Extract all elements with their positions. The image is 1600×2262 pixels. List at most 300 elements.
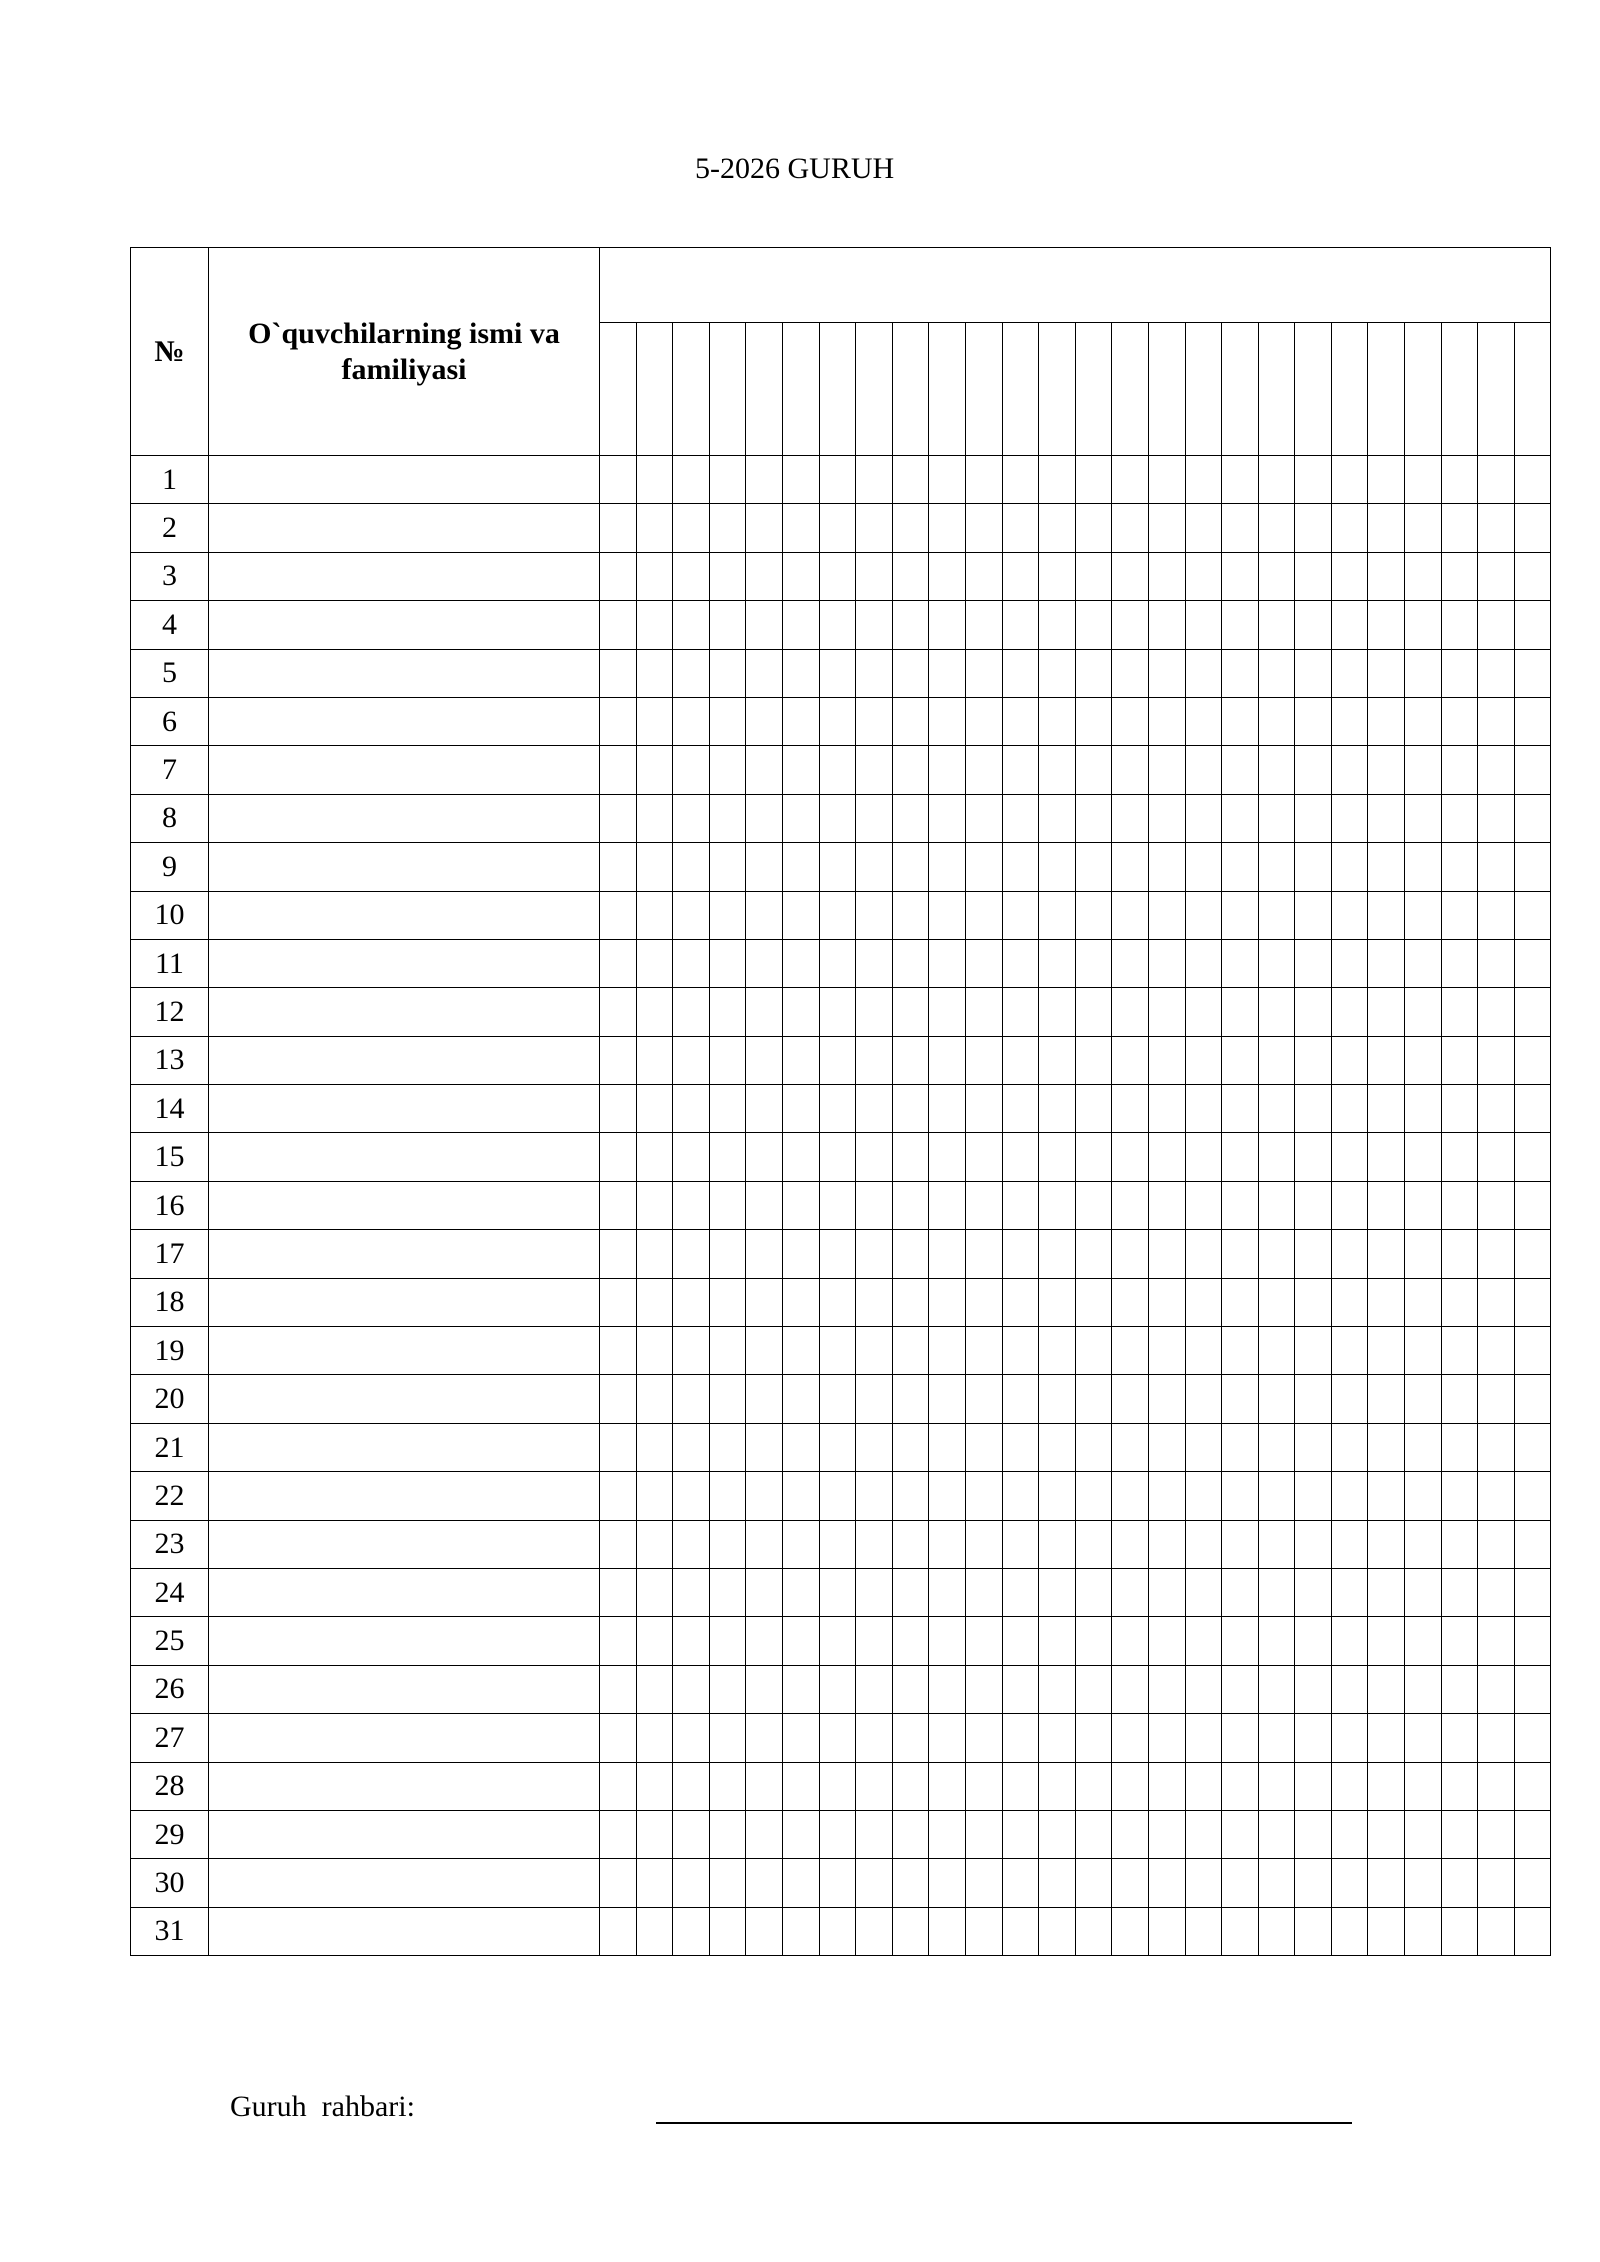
attendance-cell[interactable] [929, 1181, 966, 1229]
attendance-cell[interactable] [1039, 1665, 1076, 1713]
attendance-cell[interactable] [819, 1278, 856, 1326]
attendance-cell[interactable] [1441, 1907, 1478, 1955]
attendance-cell[interactable] [856, 1230, 893, 1278]
attendance-cell[interactable] [636, 746, 673, 794]
attendance-cell[interactable] [1075, 1907, 1112, 1955]
attendance-cell[interactable] [1222, 891, 1259, 939]
attendance-cell[interactable] [819, 891, 856, 939]
attendance-cell[interactable] [1478, 1133, 1515, 1181]
attendance-cell[interactable] [1405, 843, 1442, 891]
attendance-cell[interactable] [1002, 746, 1039, 794]
attendance-cell[interactable] [1295, 1472, 1332, 1520]
attendance-cell[interactable] [965, 504, 1002, 552]
attendance-cell[interactable] [1039, 1278, 1076, 1326]
attendance-cell[interactable] [856, 1617, 893, 1665]
attendance-cell[interactable] [965, 1762, 1002, 1810]
attendance-cell[interactable] [1441, 1278, 1478, 1326]
attendance-cell[interactable] [1295, 552, 1332, 600]
attendance-cell[interactable] [1514, 1907, 1551, 1955]
attendance-cell[interactable] [892, 649, 929, 697]
attendance-cell[interactable] [673, 1859, 710, 1907]
attendance-cell[interactable] [965, 697, 1002, 745]
attendance-cell[interactable] [1075, 1327, 1112, 1375]
attendance-cell[interactable] [1185, 1036, 1222, 1084]
attendance-cell[interactable] [673, 1423, 710, 1471]
attendance-cell[interactable] [746, 1278, 783, 1326]
attendance-cell[interactable] [1478, 1617, 1515, 1665]
attendance-cell[interactable] [746, 891, 783, 939]
attendance-cell[interactable] [1478, 552, 1515, 600]
attendance-cell[interactable] [636, 1036, 673, 1084]
attendance-cell[interactable] [1039, 1375, 1076, 1423]
student-name-cell[interactable] [209, 1859, 600, 1907]
attendance-cell[interactable] [673, 1085, 710, 1133]
attendance-cell[interactable] [746, 1617, 783, 1665]
attendance-cell[interactable] [709, 1617, 746, 1665]
attendance-cell[interactable] [929, 649, 966, 697]
attendance-cell[interactable] [709, 746, 746, 794]
attendance-cell[interactable] [1185, 891, 1222, 939]
attendance-cell[interactable] [1112, 601, 1149, 649]
attendance-cell[interactable] [1002, 939, 1039, 987]
attendance-cell[interactable] [1514, 601, 1551, 649]
attendance-cell[interactable] [1258, 1568, 1295, 1616]
student-name-cell[interactable] [209, 794, 600, 842]
attendance-cell[interactable] [1185, 988, 1222, 1036]
attendance-cell[interactable] [1405, 601, 1442, 649]
attendance-cell[interactable] [965, 1036, 1002, 1084]
attendance-cell[interactable] [892, 697, 929, 745]
attendance-cell[interactable] [673, 794, 710, 842]
attendance-cell[interactable] [1478, 1423, 1515, 1471]
attendance-cell[interactable] [1368, 552, 1405, 600]
attendance-cell[interactable] [1112, 1181, 1149, 1229]
attendance-cell[interactable] [673, 1810, 710, 1858]
attendance-cell[interactable] [1441, 988, 1478, 1036]
attendance-cell[interactable] [1185, 1327, 1222, 1375]
attendance-cell[interactable] [636, 1617, 673, 1665]
attendance-cell[interactable] [1075, 1423, 1112, 1471]
attendance-cell[interactable] [1295, 1085, 1332, 1133]
attendance-cell[interactable] [819, 1230, 856, 1278]
attendance-cell[interactable] [856, 601, 893, 649]
attendance-cell[interactable] [929, 1278, 966, 1326]
attendance-cell[interactable] [1039, 1568, 1076, 1616]
attendance-cell[interactable] [1039, 649, 1076, 697]
attendance-cell[interactable] [1075, 1859, 1112, 1907]
attendance-cell[interactable] [1331, 1665, 1368, 1713]
attendance-cell[interactable] [1002, 1859, 1039, 1907]
attendance-cell[interactable] [1441, 456, 1478, 504]
attendance-cell[interactable] [1405, 1375, 1442, 1423]
attendance-cell[interactable] [1368, 1520, 1405, 1568]
attendance-cell[interactable] [1478, 1520, 1515, 1568]
attendance-cell[interactable] [1148, 1520, 1185, 1568]
attendance-cell[interactable] [1039, 843, 1076, 891]
attendance-cell[interactable] [709, 649, 746, 697]
attendance-cell[interactable] [636, 1423, 673, 1471]
attendance-cell[interactable] [600, 1568, 637, 1616]
attendance-cell[interactable] [1478, 939, 1515, 987]
attendance-cell[interactable] [1148, 1375, 1185, 1423]
attendance-cell[interactable] [600, 1472, 637, 1520]
attendance-cell[interactable] [1295, 697, 1332, 745]
attendance-cell[interactable] [819, 1133, 856, 1181]
attendance-cell[interactable] [856, 794, 893, 842]
attendance-cell[interactable] [1405, 1714, 1442, 1762]
attendance-cell[interactable] [709, 1036, 746, 1084]
attendance-cell[interactable] [1075, 1810, 1112, 1858]
attendance-cell[interactable] [600, 1133, 637, 1181]
attendance-cell[interactable] [929, 1230, 966, 1278]
attendance-cell[interactable] [1112, 697, 1149, 745]
attendance-cell[interactable] [965, 601, 1002, 649]
attendance-cell[interactable] [1331, 1133, 1368, 1181]
attendance-cell[interactable] [856, 649, 893, 697]
attendance-cell[interactable] [1112, 1617, 1149, 1665]
attendance-cell[interactable] [1258, 746, 1295, 794]
attendance-cell[interactable] [1295, 1665, 1332, 1713]
attendance-cell[interactable] [1295, 843, 1332, 891]
attendance-cell[interactable] [1368, 1423, 1405, 1471]
attendance-cell[interactable] [1112, 1762, 1149, 1810]
attendance-cell[interactable] [746, 1181, 783, 1229]
attendance-cell[interactable] [1478, 843, 1515, 891]
attendance-cell[interactable] [1148, 1907, 1185, 1955]
attendance-cell[interactable] [782, 1085, 819, 1133]
attendance-cell[interactable] [636, 649, 673, 697]
attendance-cell[interactable] [1185, 1423, 1222, 1471]
student-name-cell[interactable] [209, 1133, 600, 1181]
attendance-cell[interactable] [1002, 552, 1039, 600]
attendance-cell[interactable] [1222, 552, 1259, 600]
attendance-cell[interactable] [1222, 1423, 1259, 1471]
attendance-cell[interactable] [1039, 601, 1076, 649]
attendance-cell[interactable] [1368, 697, 1405, 745]
attendance-cell[interactable] [965, 1278, 1002, 1326]
attendance-cell[interactable] [1185, 1181, 1222, 1229]
attendance-cell[interactable] [1258, 1907, 1295, 1955]
attendance-cell[interactable] [819, 988, 856, 1036]
attendance-cell[interactable] [1039, 1036, 1076, 1084]
attendance-cell[interactable] [782, 843, 819, 891]
attendance-cell[interactable] [1002, 601, 1039, 649]
attendance-cell[interactable] [636, 843, 673, 891]
attendance-cell[interactable] [1258, 939, 1295, 987]
attendance-cell[interactable] [709, 1568, 746, 1616]
attendance-cell[interactable] [1478, 601, 1515, 649]
attendance-cell[interactable] [1222, 1327, 1259, 1375]
attendance-cell[interactable] [1222, 504, 1259, 552]
attendance-cell[interactable] [1368, 1617, 1405, 1665]
student-name-cell[interactable] [209, 1181, 600, 1229]
attendance-cell[interactable] [1002, 891, 1039, 939]
student-name-cell[interactable] [209, 697, 600, 745]
attendance-cell[interactable] [1368, 1375, 1405, 1423]
attendance-cell[interactable] [929, 1665, 966, 1713]
attendance-cell[interactable] [1295, 746, 1332, 794]
attendance-cell[interactable] [965, 1568, 1002, 1616]
attendance-cell[interactable] [636, 1133, 673, 1181]
attendance-cell[interactable] [819, 1181, 856, 1229]
attendance-cell[interactable] [709, 1907, 746, 1955]
attendance-cell[interactable] [636, 1568, 673, 1616]
attendance-cell[interactable] [1148, 1859, 1185, 1907]
attendance-cell[interactable] [1112, 988, 1149, 1036]
attendance-cell[interactable] [1295, 1230, 1332, 1278]
attendance-cell[interactable] [673, 1568, 710, 1616]
attendance-cell[interactable] [1002, 1085, 1039, 1133]
attendance-cell[interactable] [819, 601, 856, 649]
student-name-cell[interactable] [209, 1036, 600, 1084]
attendance-cell[interactable] [746, 1423, 783, 1471]
attendance-cell[interactable] [746, 504, 783, 552]
attendance-cell[interactable] [1478, 456, 1515, 504]
attendance-cell[interactable] [1002, 1810, 1039, 1858]
attendance-cell[interactable] [1405, 697, 1442, 745]
attendance-cell[interactable] [709, 891, 746, 939]
attendance-cell[interactable] [856, 1665, 893, 1713]
attendance-cell[interactable] [1222, 1181, 1259, 1229]
attendance-cell[interactable] [892, 1423, 929, 1471]
attendance-cell[interactable] [1514, 1375, 1551, 1423]
attendance-cell[interactable] [1148, 601, 1185, 649]
attendance-cell[interactable] [1112, 1714, 1149, 1762]
attendance-cell[interactable] [1222, 697, 1259, 745]
attendance-cell[interactable] [1112, 1133, 1149, 1181]
attendance-cell[interactable] [673, 1472, 710, 1520]
attendance-cell[interactable] [782, 1859, 819, 1907]
attendance-cell[interactable] [1258, 1278, 1295, 1326]
attendance-cell[interactable] [1112, 552, 1149, 600]
attendance-cell[interactable] [965, 939, 1002, 987]
attendance-cell[interactable] [856, 504, 893, 552]
attendance-cell[interactable] [965, 1230, 1002, 1278]
attendance-cell[interactable] [1368, 1327, 1405, 1375]
attendance-cell[interactable] [892, 1762, 929, 1810]
attendance-cell[interactable] [746, 552, 783, 600]
attendance-cell[interactable] [929, 1327, 966, 1375]
attendance-cell[interactable] [1039, 939, 1076, 987]
attendance-cell[interactable] [1514, 1085, 1551, 1133]
attendance-cell[interactable] [1295, 456, 1332, 504]
attendance-cell[interactable] [1075, 1375, 1112, 1423]
attendance-cell[interactable] [1148, 1568, 1185, 1616]
attendance-cell[interactable] [673, 746, 710, 794]
attendance-cell[interactable] [929, 601, 966, 649]
attendance-cell[interactable] [1002, 1520, 1039, 1568]
attendance-cell[interactable] [1331, 601, 1368, 649]
attendance-cell[interactable] [1039, 1762, 1076, 1810]
attendance-cell[interactable] [929, 504, 966, 552]
attendance-cell[interactable] [746, 746, 783, 794]
attendance-cell[interactable] [1514, 843, 1551, 891]
attendance-cell[interactable] [1258, 649, 1295, 697]
attendance-cell[interactable] [819, 939, 856, 987]
attendance-cell[interactable] [1185, 1714, 1222, 1762]
attendance-cell[interactable] [1368, 1762, 1405, 1810]
attendance-cell[interactable] [1405, 746, 1442, 794]
attendance-cell[interactable] [929, 988, 966, 1036]
attendance-cell[interactable] [1331, 939, 1368, 987]
attendance-cell[interactable] [746, 1810, 783, 1858]
attendance-cell[interactable] [1295, 1714, 1332, 1762]
attendance-cell[interactable] [965, 1327, 1002, 1375]
attendance-cell[interactable] [892, 1714, 929, 1762]
attendance-cell[interactable] [673, 1762, 710, 1810]
attendance-cell[interactable] [1185, 1762, 1222, 1810]
attendance-cell[interactable] [746, 1327, 783, 1375]
attendance-cell[interactable] [1514, 1568, 1551, 1616]
attendance-cell[interactable] [782, 1810, 819, 1858]
attendance-cell[interactable] [892, 1472, 929, 1520]
attendance-cell[interactable] [636, 1327, 673, 1375]
student-name-cell[interactable] [209, 843, 600, 891]
attendance-cell[interactable] [965, 1472, 1002, 1520]
attendance-cell[interactable] [1368, 746, 1405, 794]
attendance-cell[interactable] [673, 456, 710, 504]
attendance-cell[interactable] [1112, 456, 1149, 504]
attendance-cell[interactable] [1185, 794, 1222, 842]
attendance-cell[interactable] [636, 1714, 673, 1762]
attendance-cell[interactable] [819, 1762, 856, 1810]
attendance-cell[interactable] [965, 1375, 1002, 1423]
attendance-cell[interactable] [1185, 697, 1222, 745]
attendance-cell[interactable] [1039, 1472, 1076, 1520]
attendance-cell[interactable] [1112, 1278, 1149, 1326]
attendance-cell[interactable] [1039, 1714, 1076, 1762]
attendance-cell[interactable] [1295, 1520, 1332, 1568]
attendance-cell[interactable] [1295, 1859, 1332, 1907]
attendance-cell[interactable] [600, 939, 637, 987]
attendance-cell[interactable] [636, 1907, 673, 1955]
attendance-cell[interactable] [600, 1375, 637, 1423]
attendance-cell[interactable] [636, 1472, 673, 1520]
attendance-cell[interactable] [746, 1472, 783, 1520]
attendance-cell[interactable] [1514, 1665, 1551, 1713]
attendance-cell[interactable] [600, 1085, 637, 1133]
attendance-cell[interactable] [1331, 1036, 1368, 1084]
attendance-cell[interactable] [782, 1472, 819, 1520]
attendance-cell[interactable] [1514, 1230, 1551, 1278]
attendance-cell[interactable] [1331, 1810, 1368, 1858]
attendance-cell[interactable] [1441, 843, 1478, 891]
attendance-cell[interactable] [1405, 552, 1442, 600]
attendance-cell[interactable] [1148, 939, 1185, 987]
attendance-cell[interactable] [1148, 1181, 1185, 1229]
attendance-cell[interactable] [636, 1375, 673, 1423]
attendance-cell[interactable] [892, 1568, 929, 1616]
attendance-cell[interactable] [1148, 1762, 1185, 1810]
attendance-cell[interactable] [1331, 1375, 1368, 1423]
attendance-cell[interactable] [892, 939, 929, 987]
attendance-cell[interactable] [709, 1133, 746, 1181]
attendance-cell[interactable] [1514, 1133, 1551, 1181]
attendance-cell[interactable] [1405, 1907, 1442, 1955]
attendance-cell[interactable] [1368, 1085, 1405, 1133]
attendance-cell[interactable] [1368, 601, 1405, 649]
student-name-cell[interactable] [209, 1568, 600, 1616]
attendance-cell[interactable] [1331, 843, 1368, 891]
attendance-cell[interactable] [1002, 1278, 1039, 1326]
attendance-cell[interactable] [929, 1036, 966, 1084]
attendance-cell[interactable] [1441, 891, 1478, 939]
attendance-cell[interactable] [782, 746, 819, 794]
attendance-cell[interactable] [1002, 1181, 1039, 1229]
student-name-cell[interactable] [209, 1665, 600, 1713]
attendance-cell[interactable] [1441, 552, 1478, 600]
attendance-cell[interactable] [1405, 1568, 1442, 1616]
attendance-cell[interactable] [1295, 1423, 1332, 1471]
attendance-cell[interactable] [1405, 1859, 1442, 1907]
attendance-cell[interactable] [1258, 1230, 1295, 1278]
attendance-cell[interactable] [709, 552, 746, 600]
attendance-cell[interactable] [819, 1472, 856, 1520]
student-name-cell[interactable] [209, 1810, 600, 1858]
student-name-cell[interactable] [209, 504, 600, 552]
attendance-cell[interactable] [1258, 1472, 1295, 1520]
attendance-cell[interactable] [1185, 1617, 1222, 1665]
attendance-cell[interactable] [965, 794, 1002, 842]
student-name-cell[interactable] [209, 456, 600, 504]
attendance-cell[interactable] [1478, 1085, 1515, 1133]
attendance-cell[interactable] [819, 1859, 856, 1907]
attendance-cell[interactable] [819, 697, 856, 745]
attendance-cell[interactable] [600, 456, 637, 504]
attendance-cell[interactable] [856, 939, 893, 987]
attendance-cell[interactable] [1002, 1714, 1039, 1762]
attendance-cell[interactable] [1441, 1375, 1478, 1423]
attendance-cell[interactable] [1002, 1036, 1039, 1084]
student-name-cell[interactable] [209, 1375, 600, 1423]
attendance-cell[interactable] [1258, 1859, 1295, 1907]
attendance-cell[interactable] [1002, 697, 1039, 745]
attendance-cell[interactable] [709, 1230, 746, 1278]
attendance-cell[interactable] [1331, 1423, 1368, 1471]
attendance-cell[interactable] [1075, 697, 1112, 745]
attendance-cell[interactable] [1002, 1375, 1039, 1423]
attendance-cell[interactable] [1331, 1520, 1368, 1568]
attendance-cell[interactable] [892, 1133, 929, 1181]
attendance-cell[interactable] [709, 697, 746, 745]
attendance-cell[interactable] [1258, 1133, 1295, 1181]
attendance-cell[interactable] [1478, 1810, 1515, 1858]
student-name-cell[interactable] [209, 746, 600, 794]
attendance-cell[interactable] [1478, 891, 1515, 939]
attendance-cell[interactable] [892, 1520, 929, 1568]
attendance-cell[interactable] [709, 1375, 746, 1423]
attendance-cell[interactable] [1075, 939, 1112, 987]
attendance-cell[interactable] [782, 1327, 819, 1375]
attendance-cell[interactable] [1039, 988, 1076, 1036]
attendance-cell[interactable] [856, 1085, 893, 1133]
attendance-cell[interactable] [746, 456, 783, 504]
attendance-cell[interactable] [892, 891, 929, 939]
attendance-cell[interactable] [1185, 1568, 1222, 1616]
attendance-cell[interactable] [856, 1472, 893, 1520]
attendance-cell[interactable] [1405, 1810, 1442, 1858]
attendance-cell[interactable] [1222, 1859, 1259, 1907]
attendance-cell[interactable] [782, 1714, 819, 1762]
attendance-cell[interactable] [1514, 1617, 1551, 1665]
attendance-cell[interactable] [856, 1714, 893, 1762]
attendance-cell[interactable] [856, 552, 893, 600]
attendance-cell[interactable] [1295, 601, 1332, 649]
attendance-cell[interactable] [1258, 1665, 1295, 1713]
attendance-cell[interactable] [1148, 843, 1185, 891]
attendance-cell[interactable] [819, 1327, 856, 1375]
attendance-cell[interactable] [965, 1085, 1002, 1133]
